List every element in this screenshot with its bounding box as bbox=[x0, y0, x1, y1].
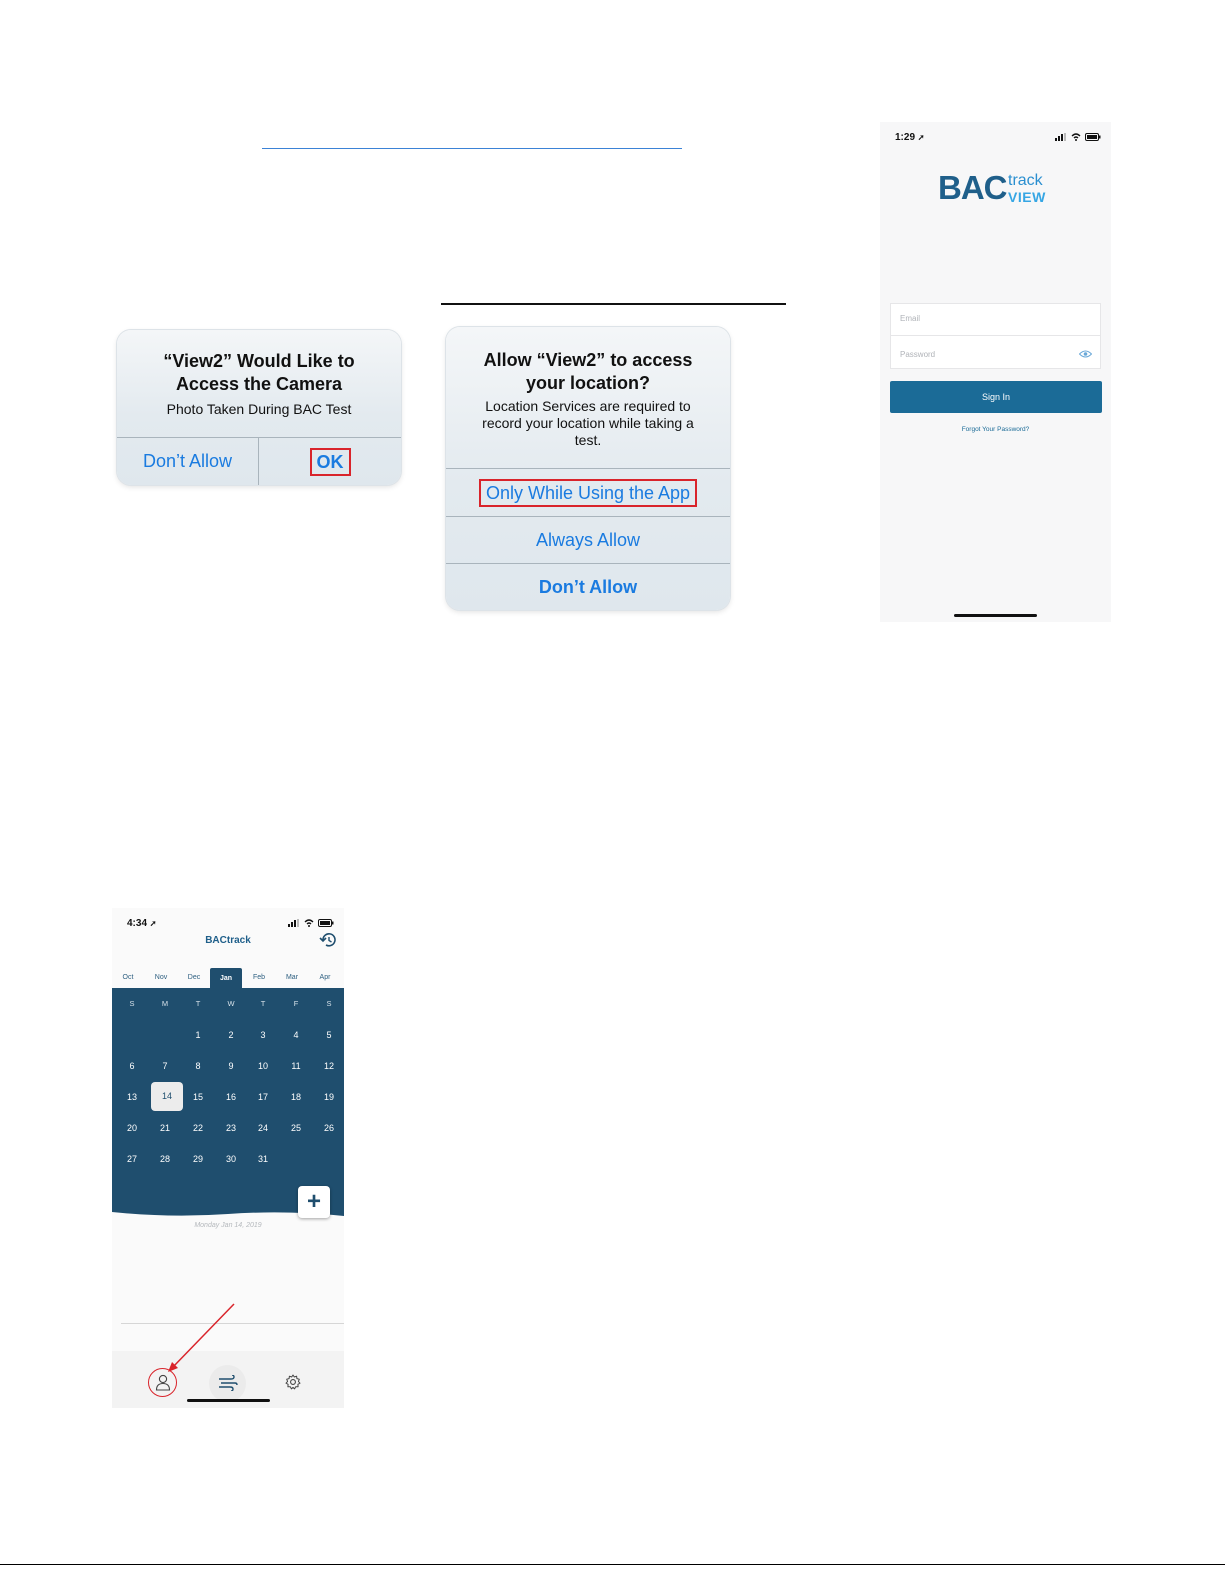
weekday-label: F bbox=[293, 999, 299, 1008]
battery-icon bbox=[318, 919, 334, 927]
add-test-button[interactable]: + bbox=[298, 1186, 330, 1218]
selected-date-caption: Monday Jan 14, 2019 bbox=[194, 1222, 262, 1229]
calendar-day[interactable]: 10 bbox=[257, 1061, 268, 1071]
location-permission-alert bbox=[446, 327, 730, 610]
dont-allow-location-button[interactable]: Don’t Allow bbox=[538, 576, 638, 597]
month-tab-selected[interactable]: Jan bbox=[210, 968, 242, 988]
wifi-icon bbox=[1071, 133, 1081, 141]
email-field[interactable] bbox=[890, 303, 1101, 336]
cellular-signal-icon bbox=[1055, 133, 1067, 141]
wifi-icon bbox=[304, 919, 314, 927]
show-password-eye-icon[interactable] bbox=[1079, 350, 1092, 358]
month-tab[interactable]: Dec bbox=[187, 974, 201, 981]
only-while-using-button[interactable] bbox=[446, 469, 730, 516]
app-title: BACtrack bbox=[205, 935, 251, 946]
month-tab[interactable]: Nov bbox=[154, 974, 168, 981]
camera-alert-title bbox=[117, 350, 401, 396]
ok-button-label: OK bbox=[310, 448, 351, 476]
weekday-label: T bbox=[260, 999, 266, 1008]
battery-icon bbox=[1085, 133, 1101, 141]
status-time bbox=[895, 132, 925, 143]
location-alert-message-line1: Location Services are required to bbox=[485, 398, 691, 414]
calendar-day[interactable]: 11 bbox=[291, 1061, 301, 1071]
status-time-text: 1:29 bbox=[895, 132, 916, 143]
camera-alert-title-line2: Access the Camera bbox=[175, 374, 343, 394]
calendar-day[interactable]: 4 bbox=[293, 1030, 299, 1040]
calendar-day[interactable]: 25 bbox=[290, 1123, 301, 1133]
calendar-day-today[interactable]: 14 bbox=[151, 1082, 183, 1111]
calendar-day[interactable]: 9 bbox=[228, 1061, 234, 1071]
calendar-day[interactable]: 16 bbox=[225, 1092, 236, 1102]
calendar-day[interactable]: 1 bbox=[195, 1030, 201, 1040]
logo-track: track bbox=[1008, 172, 1043, 189]
always-allow-button[interactable]: Always Allow bbox=[535, 529, 641, 550]
camera-alert-title-line1: “View2” Would Like to bbox=[163, 351, 355, 371]
calendar-day[interactable]: 2 bbox=[228, 1030, 234, 1040]
location-alert-message-line2: record your location while taking a bbox=[482, 415, 694, 431]
forgot-password-link[interactable]: Forgot Your Password? bbox=[961, 426, 1030, 433]
location-alert-message bbox=[446, 398, 730, 449]
cellular-signal-icon bbox=[288, 919, 300, 927]
profile-icon[interactable] bbox=[155, 1374, 171, 1391]
month-tab[interactable]: Mar bbox=[285, 974, 299, 981]
calendar-day[interactable]: 19 bbox=[323, 1092, 334, 1102]
calendar-day[interactable]: 30 bbox=[225, 1154, 236, 1164]
breath-test-icon[interactable] bbox=[218, 1375, 238, 1391]
camera-alert-message: Photo Taken During BAC Test bbox=[166, 401, 352, 417]
location-alert-title-line2: your location? bbox=[525, 373, 650, 393]
calendar-day[interactable]: 28 bbox=[159, 1154, 170, 1164]
logo-bac: BAC bbox=[938, 169, 1007, 206]
calendar-day[interactable]: 12 bbox=[323, 1061, 334, 1071]
weekday-label: S bbox=[129, 999, 135, 1008]
page-bottom-rule bbox=[0, 1564, 1225, 1565]
status-time-text: 4:34 bbox=[127, 918, 148, 929]
calendar-day[interactable]: 7 bbox=[162, 1061, 168, 1071]
calendar-day[interactable]: 27 bbox=[126, 1154, 137, 1164]
login-screen bbox=[880, 122, 1111, 622]
password-field[interactable] bbox=[890, 335, 1101, 369]
calendar-day[interactable]: 22 bbox=[192, 1123, 203, 1133]
ok-camera-button[interactable] bbox=[259, 438, 401, 485]
location-arrow-icon: ➚ bbox=[149, 919, 157, 928]
heading-underline bbox=[441, 303, 786, 305]
history-icon[interactable] bbox=[319, 932, 337, 948]
calendar-day[interactable]: 17 bbox=[257, 1092, 268, 1102]
weekday-label: W bbox=[227, 999, 235, 1008]
calendar-day[interactable]: 5 bbox=[326, 1030, 332, 1040]
link-underline bbox=[262, 148, 682, 149]
password-placeholder: Password bbox=[900, 350, 936, 359]
month-tab[interactable]: Apr bbox=[319, 974, 331, 981]
calendar-day[interactable]: 26 bbox=[323, 1123, 334, 1133]
dont-allow-camera-button[interactable]: Don’t Allow bbox=[142, 451, 233, 471]
home-indicator bbox=[187, 1399, 270, 1402]
status-indicators bbox=[288, 919, 334, 927]
calendar-day[interactable]: 13 bbox=[126, 1092, 137, 1102]
location-alert-title bbox=[446, 349, 730, 395]
only-while-using-label: Only While Using the App bbox=[479, 479, 697, 507]
settings-icon[interactable] bbox=[285, 1374, 301, 1390]
location-arrow-icon: ➚ bbox=[917, 133, 925, 142]
calendar-day[interactable]: 8 bbox=[195, 1061, 201, 1071]
logo-view: VIEW bbox=[1008, 189, 1046, 205]
calendar-day[interactable]: 6 bbox=[129, 1061, 135, 1071]
calendar-day[interactable]: 20 bbox=[126, 1123, 137, 1133]
calendar-day[interactable]: 3 bbox=[260, 1030, 266, 1040]
sign-in-button[interactable]: Sign In bbox=[890, 381, 1102, 413]
location-alert-message-line3: test. bbox=[574, 432, 602, 448]
month-tab[interactable]: Oct bbox=[122, 974, 134, 981]
calendar-grid bbox=[112, 988, 344, 1218]
home-indicator bbox=[954, 614, 1037, 617]
annotation-arrow bbox=[160, 1300, 240, 1376]
month-tab[interactable]: Feb bbox=[252, 974, 266, 981]
status-time bbox=[127, 918, 157, 929]
status-indicators bbox=[1055, 133, 1101, 141]
camera-permission-alert bbox=[117, 330, 401, 485]
calendar-day[interactable]: 15 bbox=[192, 1092, 203, 1102]
calendar-day[interactable]: 21 bbox=[159, 1123, 170, 1133]
calendar-day[interactable]: 23 bbox=[225, 1123, 236, 1133]
email-placeholder: Email bbox=[900, 314, 921, 323]
bactrack-view-logo bbox=[938, 170, 1058, 210]
calendar-day[interactable]: 18 bbox=[290, 1092, 301, 1102]
weekday-label: T bbox=[195, 999, 201, 1008]
calendar-day[interactable]: 24 bbox=[257, 1123, 268, 1133]
weekday-label: S bbox=[326, 999, 332, 1008]
calendar-day[interactable]: 29 bbox=[192, 1154, 203, 1164]
calendar-day[interactable]: 31 bbox=[257, 1154, 268, 1164]
location-alert-title-line1: Allow “View2” to access bbox=[483, 350, 693, 370]
weekday-label: M bbox=[161, 999, 169, 1008]
